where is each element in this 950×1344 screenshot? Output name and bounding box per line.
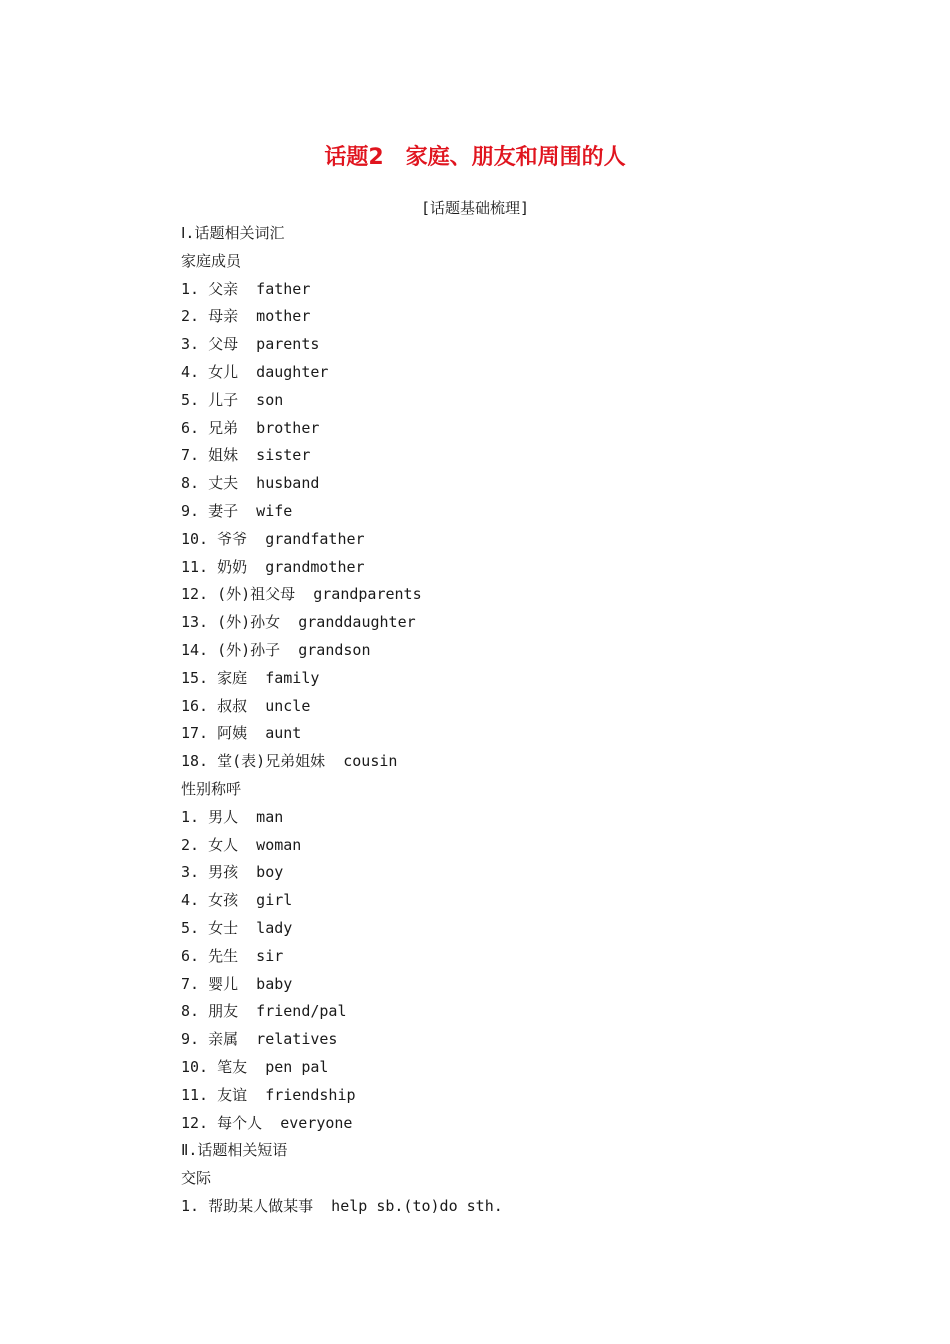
item-chinese: 儿子 [208, 390, 239, 409]
item-number: 9. [181, 1030, 200, 1049]
subheading-gender-terms: 性别称呼 [181, 779, 242, 798]
list-item [181, 971, 881, 999]
item-chinese: 父亲 [208, 279, 239, 298]
item-chinese: 奶奶 [217, 557, 248, 576]
item-english: son [256, 390, 284, 409]
item-chinese: 家庭 [217, 668, 248, 687]
item-chinese: 兄弟 [208, 418, 239, 437]
list-item [181, 415, 881, 443]
item-number: 11. [181, 557, 209, 576]
item-english: brother [256, 418, 320, 437]
item-chinese: 笔友 [217, 1057, 248, 1076]
list-item [181, 303, 881, 331]
item-english: uncle [265, 696, 311, 715]
list-item [181, 943, 881, 971]
item-english: father [256, 279, 311, 298]
item-number: 2. [181, 307, 200, 326]
item-chinese: 朋友 [208, 1002, 239, 1021]
list-item [181, 637, 881, 665]
list-item [181, 498, 881, 526]
item-number: 4. [181, 362, 200, 381]
section-label: [话题基础梳理] [420, 199, 530, 217]
item-chinese: (外)孙女 [217, 613, 281, 632]
item-number: 13. [181, 613, 209, 632]
item-chinese: 婴儿 [208, 974, 239, 993]
list-item [181, 581, 881, 609]
list-item [181, 665, 881, 693]
list-item [181, 470, 881, 498]
list-item [181, 832, 881, 860]
page-title: 话题2 家庭、朋友和周围的人 [324, 145, 626, 170]
item-english: aunt [265, 724, 302, 743]
item-chinese: 先生 [208, 946, 239, 965]
item-number: 11. [181, 1085, 209, 1104]
list-item [181, 276, 881, 304]
item-number: 7. [181, 446, 200, 465]
item-chinese: 父母 [208, 335, 239, 354]
item-english: everyone [280, 1113, 353, 1132]
item-chinese: 帮助某人做某事 [208, 1196, 314, 1215]
item-english: grandparents [313, 585, 422, 604]
item-english: husband [256, 474, 320, 493]
list-item [181, 1110, 881, 1138]
item-english: girl [256, 891, 293, 910]
list-item [181, 693, 881, 721]
item-number: 12. [181, 1113, 209, 1132]
item-chinese: 叔叔 [217, 696, 248, 715]
list-item [181, 554, 881, 582]
item-number: 15. [181, 668, 209, 687]
list-item [181, 331, 881, 359]
item-english: sister [256, 446, 311, 465]
item-chinese: 阿姨 [217, 724, 248, 743]
item-number: 12. [181, 585, 209, 604]
list-item [181, 1054, 881, 1082]
subheading-social: 交际 [181, 1169, 212, 1188]
item-number: 18. [181, 752, 209, 771]
item-chinese: 丈夫 [208, 474, 239, 493]
section-heading-vocabulary: Ⅰ.话题相关词汇 [181, 224, 285, 242]
item-english: friend/pal [256, 1002, 347, 1021]
item-english: man [256, 807, 284, 826]
item-english: woman [256, 835, 302, 854]
item-english: grandfather [265, 529, 365, 548]
item-number: 14. [181, 640, 209, 659]
item-chinese: 妻子 [208, 501, 239, 520]
list-item [181, 1082, 881, 1110]
list-item [181, 609, 881, 637]
list-item [181, 1026, 881, 1054]
list-item [181, 998, 881, 1026]
item-number: 8. [181, 474, 200, 493]
item-number: 4. [181, 891, 200, 910]
item-english: daughter [256, 362, 329, 381]
item-number: 5. [181, 918, 200, 937]
item-number: 9. [181, 501, 200, 520]
item-chinese: 女儿 [208, 362, 239, 381]
item-english: pen pal [265, 1057, 329, 1076]
list-item [181, 359, 881, 387]
item-chinese: 女士 [208, 918, 239, 937]
item-number: 1. [181, 807, 200, 826]
list-item [181, 720, 881, 748]
item-english: relatives [256, 1030, 338, 1049]
item-chinese: 友谊 [217, 1085, 248, 1104]
item-chinese: 母亲 [208, 307, 239, 326]
item-number: 3. [181, 863, 200, 882]
list-item [181, 804, 881, 832]
item-english: help sb.(to)do sth. [331, 1196, 503, 1215]
family-vocab-list [181, 276, 881, 776]
list-item [181, 915, 881, 943]
item-number: 6. [181, 946, 200, 965]
item-english: lady [256, 918, 293, 937]
list-item [181, 526, 881, 554]
item-number: 5. [181, 390, 200, 409]
item-english: grandson [298, 640, 371, 659]
item-english: granddaughter [298, 613, 416, 632]
item-number: 10. [181, 1057, 209, 1076]
item-english: mother [256, 307, 311, 326]
list-item [181, 859, 881, 887]
item-number: 16. [181, 696, 209, 715]
item-chinese: 每个人 [217, 1113, 263, 1132]
item-number: 8. [181, 1002, 200, 1021]
item-number: 2. [181, 835, 200, 854]
item-english: sir [256, 946, 284, 965]
list-item [181, 887, 881, 915]
subheading-family-members: 家庭成员 [181, 251, 242, 270]
item-number: 10. [181, 529, 209, 548]
item-english: boy [256, 863, 284, 882]
item-chinese: 女孩 [208, 891, 239, 910]
social-phrase-list [181, 1193, 881, 1221]
item-english: friendship [265, 1085, 356, 1104]
list-item [181, 1193, 881, 1221]
item-english: cousin [343, 752, 398, 771]
item-chinese: (外)祖父母 [217, 585, 296, 604]
item-chinese: 姐妹 [208, 446, 239, 465]
item-number: 6. [181, 418, 200, 437]
item-chinese: 亲属 [208, 1030, 239, 1049]
item-chinese: 女人 [208, 835, 239, 854]
list-item [181, 442, 881, 470]
list-item [181, 748, 881, 776]
section-heading-phrases: Ⅱ.话题相关短语 [181, 1141, 288, 1160]
vocabulary-body [181, 220, 881, 1221]
item-chinese: 男孩 [208, 863, 239, 882]
list-item [181, 387, 881, 415]
item-chinese: (外)孙子 [217, 640, 281, 659]
item-number: 1. [181, 279, 200, 298]
item-english: baby [256, 974, 293, 993]
item-english: family [265, 668, 320, 687]
item-number: 3. [181, 335, 200, 354]
gender-vocab-list [181, 804, 881, 1138]
item-number: 7. [181, 974, 200, 993]
item-chinese: 爷爷 [217, 529, 248, 548]
item-chinese: 堂(表)兄弟姐妹 [217, 752, 326, 771]
item-english: grandmother [265, 557, 365, 576]
item-number: 1. [181, 1196, 200, 1215]
item-chinese: 男人 [208, 807, 239, 826]
item-english: wife [256, 501, 293, 520]
item-number: 17. [181, 724, 209, 743]
item-english: parents [256, 335, 320, 354]
